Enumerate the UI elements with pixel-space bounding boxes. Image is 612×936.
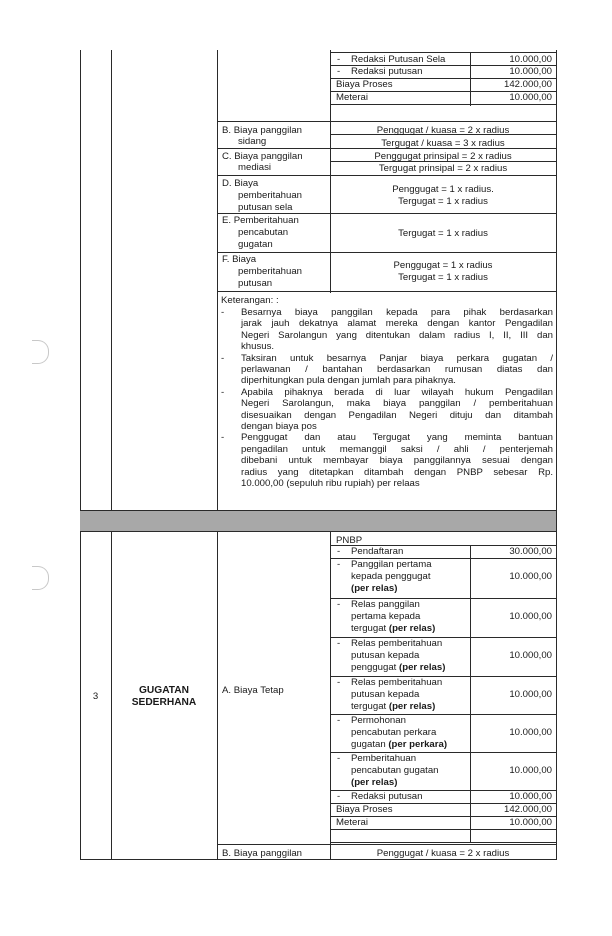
pnbp-item-label: pencabutan perkara	[351, 727, 437, 738]
table-rule	[217, 252, 556, 253]
section-f-label: putusan	[238, 278, 273, 289]
pnbp-item-label: pertama kepada	[351, 611, 421, 622]
section-e-label: E. Pemberitahuan	[222, 215, 299, 226]
keterangan-line: Apabila pihaknya berada di luar wilayah hukum Pengadilan	[241, 386, 553, 398]
pnbp-item-label: Relas panggilan	[351, 599, 420, 610]
row-title: GUGATAN	[139, 685, 189, 696]
pnbp-item-unit: (per relas)	[399, 662, 446, 673]
keterangan-line: dengan biaya pos	[241, 421, 317, 433]
section-c-label: mediasi	[238, 162, 272, 173]
cost-label: Meterai	[336, 92, 368, 103]
keterangan-line: jarak jauh dekatnya alamat mereka dengan kantor Pengadilan	[241, 318, 553, 330]
keterangan-line: radius yang ditetapkan ditambah dengan PNBP sebesar Rp.	[241, 466, 553, 478]
pnbp-bullet: -	[337, 599, 341, 610]
pnbp-item-label: kepada penggugat	[351, 571, 431, 582]
pnbp-item-amount: 10.000,00	[509, 611, 552, 622]
pnbp-bullet: -	[337, 715, 341, 726]
pnbp-item-amount: 10.000,00	[509, 571, 552, 582]
section-d-label: D. Biaya	[222, 178, 259, 189]
keterangan-notes	[221, 307, 553, 490]
pnbp-bullet: -	[337, 559, 341, 570]
table-rule	[330, 531, 331, 860]
pnbp-item-amount: 10.000,00	[509, 765, 552, 776]
pnbp-item-label: Relas pemberitahuan	[351, 638, 443, 649]
bullet-dash: -	[221, 352, 225, 364]
pnbp-item-label: tergugat (per relas)	[351, 701, 436, 712]
keterangan-line: disesuaikan dengan Pengadilan Negeri dituju dan ditambah	[241, 409, 553, 421]
pnbp-item-label: penggugat (per relas)	[351, 662, 446, 673]
section-d-text: Tergugat = 1 x radius	[398, 196, 488, 207]
pnbp-bullet: -	[337, 546, 341, 557]
pnbp-item-amount: 10.000,00	[509, 727, 552, 738]
keterangan-line: 10.000,00 (sepuluh ribu rupiah) per relaas	[241, 478, 420, 490]
row-number: 3	[92, 691, 99, 702]
section-d-text: Penggugat = 1 x radius.	[392, 184, 494, 195]
table-rule	[80, 50, 81, 860]
keterangan-line: pengadilan untuk memanggil saksi / ahli / penterjemah	[241, 443, 553, 455]
section-b-text: Penggugat / kuasa = 2 x radius	[376, 125, 510, 136]
section-b-label: sidang	[238, 136, 267, 147]
cost-amount: 10.000,00	[509, 92, 552, 103]
pnbp-item-label: pencabutan gugatan	[351, 765, 439, 776]
keterangan-line: dibebani untuk membayar biaya panggilannya sesuai dengan	[241, 455, 553, 467]
pnbp-item-unit: (per relas)	[388, 701, 436, 712]
keterangan-line: Negeri Sarolangun yang ditentukan dalam radius I, II, III dan	[241, 329, 553, 341]
cost-amount: 142.000,00	[503, 79, 552, 90]
pnbp-item-label: putusan kepada	[351, 650, 420, 661]
keterangan-line: perlawanan / bantahan berdasarkan rumusan diatas dan	[241, 364, 553, 376]
pnbp-item-unit: (per relas)	[388, 623, 436, 634]
meterai-label: Meterai	[336, 817, 368, 828]
pnbp-bullet: -	[337, 791, 341, 802]
table-rule	[330, 842, 556, 843]
cost-bullet: -	[337, 66, 341, 77]
biaya-tetap-label: A. Biaya Tetap	[222, 685, 284, 696]
pnbp-item-label: Redaksi putusan	[351, 791, 423, 802]
keterangan-line: khusus.	[241, 341, 275, 353]
pnbp-item-label: putusan kepada	[351, 689, 420, 700]
section-d-label: putusan sela	[238, 202, 293, 213]
pnbp-item-amount: 10.000,00	[509, 689, 552, 700]
pnbp-item-unit: (per relas)	[351, 583, 398, 594]
table-rule	[330, 531, 556, 532]
pnbp-item-amount: 10.000,00	[509, 650, 552, 661]
pnbp-item-label: tergugat (per relas)	[351, 623, 436, 634]
pnbp-bullet: -	[337, 677, 341, 688]
section-f-label: pemberitahuan	[238, 266, 303, 277]
keterangan-line: Penggugat dan atau Tergugat yang meminta bantuan	[241, 432, 553, 444]
keterangan-item	[221, 307, 553, 353]
keterangan-line: diperhitungkan pula dengan jumlah para pihaknya.	[241, 375, 456, 387]
section-f-text: Penggugat = 1 x radius	[393, 260, 493, 271]
cost-label: Redaksi Putusan Sela	[351, 54, 446, 65]
section-c-text: Tergugat prinsipal = 2 x radius	[378, 163, 508, 174]
section-b2-label: B. Biaya panggilan	[222, 848, 303, 859]
keterangan-item	[221, 432, 553, 489]
pnbp-item-label: Pemberitahuan	[351, 753, 417, 764]
keterangan-item	[221, 353, 553, 387]
section-b-text: Tergugat / kuasa = 3 x radius	[381, 138, 505, 149]
section-b-label: B. Biaya panggilan	[222, 125, 303, 136]
table-rule	[330, 104, 556, 105]
biaya-proses-amount: 142.000,00	[503, 804, 552, 815]
pnbp-bullet: -	[337, 753, 341, 764]
table-rule	[330, 52, 556, 53]
section-e-label: gugatan	[238, 239, 273, 250]
table-rule	[330, 829, 556, 830]
section-f-label: F. Biaya	[222, 254, 257, 265]
keterangan-line: Negeri Sarolangun, maka biaya panggilan / pemberitahuan	[241, 398, 553, 410]
binder-hole-mark	[32, 566, 49, 590]
keterangan-line: Taksiran untuk besarnya Panjar biaya perkara gugatan /	[241, 352, 553, 364]
pnbp-header: PNBP	[336, 535, 363, 546]
table-rule	[217, 50, 218, 860]
keterangan-title: Keterangan: :	[221, 295, 279, 306]
biaya-proses-label: Biaya Proses	[336, 804, 393, 815]
table-rule	[217, 291, 556, 292]
section-e-label: pencabutan	[238, 227, 289, 238]
pnbp-item-label: Panggilan pertama	[351, 559, 432, 570]
keterangan-line: Besarnya biaya panggilan kepada para pihak berdasarkan	[241, 307, 553, 318]
section-divider-band	[80, 511, 556, 531]
table-rule	[217, 844, 556, 845]
pnbp-item-label: gugatan (per perkara)	[351, 739, 448, 750]
section-f-text: Tergugat = 1 x radius	[398, 272, 488, 283]
table-rule	[217, 175, 556, 176]
meterai-amount: 10.000,00	[509, 817, 552, 828]
table-rule	[111, 50, 112, 860]
table-rule	[217, 121, 556, 122]
keterangan-item	[221, 387, 553, 433]
pnbp-item-unit: (per perkara)	[388, 739, 448, 750]
section-e-text: Tergugat = 1 x radius	[398, 228, 488, 239]
cost-label: Redaksi putusan	[351, 66, 423, 77]
pnbp-item-label: Permohonan	[351, 715, 406, 726]
section-c-label: C. Biaya panggilan	[222, 151, 303, 162]
section-d-label: pemberitahuan	[238, 190, 303, 201]
pnbp-bullet: -	[337, 638, 341, 649]
cost-amount: 10.000,00	[509, 54, 552, 65]
pnbp-item-amount: 10.000,00	[509, 791, 552, 802]
table-rule	[556, 50, 557, 860]
cost-bullet: -	[337, 54, 341, 65]
pnbp-item-amount: 30.000,00	[509, 546, 552, 557]
binder-hole-mark	[32, 340, 49, 364]
cost-amount: 10.000,00	[509, 66, 552, 77]
pnbp-item-label: Pendaftaran	[351, 546, 404, 557]
section-c-text: Penggugat prinsipal = 2 x radius	[374, 151, 512, 162]
section-b2-text: Penggugat / kuasa = 2 x radius	[376, 848, 510, 859]
bullet-dash: -	[221, 386, 225, 398]
cost-label: Biaya Proses	[336, 79, 393, 90]
pnbp-item-unit: (per relas)	[351, 777, 398, 788]
bullet-dash: -	[221, 432, 225, 444]
pnbp-item-label: Relas pemberitahuan	[351, 677, 443, 688]
bullet-dash: -	[221, 307, 225, 318]
row-title: SEDERHANA	[131, 697, 197, 708]
